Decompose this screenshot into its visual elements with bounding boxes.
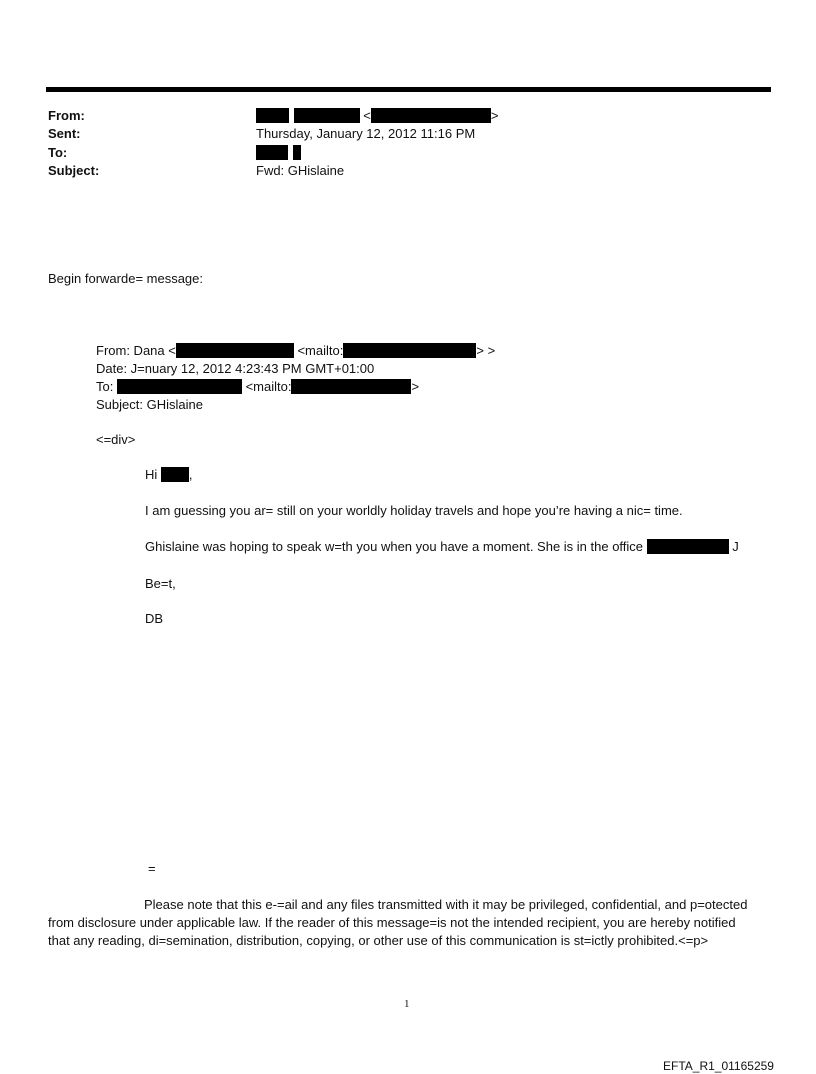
paragraph-2-suffix: J <box>732 539 739 554</box>
fwd-mailto: <mailto: <box>297 343 344 358</box>
fwd-to-suffix: > <box>411 379 420 394</box>
to-label: To: <box>48 145 68 160</box>
redaction-block <box>647 539 729 554</box>
from-label: From: <box>48 108 85 123</box>
fwd-from-suffix: > > <box>476 343 496 358</box>
signature: DB <box>145 611 164 626</box>
redaction-block <box>117 379 242 394</box>
sent-value: Thursday, January 12, 2012 11:16 PM <box>256 126 476 141</box>
fwd-to-label: To: <box>96 379 114 394</box>
disclaimer-line-1: Please note that this e-=ail and any files transmitted with it may be privileged, confidential, and <box>144 897 687 912</box>
paragraph-2-text: Ghislaine was hoping to speak w=th you when you have a moment. She is in the office <box>145 539 644 554</box>
to-value <box>256 145 301 161</box>
subject-label: Subject: <box>48 163 100 178</box>
fwd-from-prefix: From: Dana < <box>96 343 176 358</box>
page-number: 1 <box>404 998 410 1010</box>
from-gt: > <box>490 108 499 123</box>
redaction-block <box>343 343 476 358</box>
redaction-block <box>161 467 189 482</box>
fwd-from-line <box>96 343 495 359</box>
redaction-block <box>293 145 301 160</box>
greeting <box>145 467 193 483</box>
header-rule <box>46 87 771 92</box>
disclaimer-rest: p=otected from disclosure under applicable law. If the reader of this message=is not the intended recipient, you are hereby notified that any reading, di=semination, distribution, copying, or other use of this communication is st=ictly prohibited.<=p> <box>48 897 748 948</box>
paragraph-2 <box>145 539 739 555</box>
greeting-suffix: , <box>188 467 193 482</box>
disclaimer <box>48 896 748 950</box>
equals-mark: = <box>148 861 156 876</box>
fwd-date-line: Date: J=nuary 12, 2012 4:23:43 PM GMT+01:00 <box>96 361 375 376</box>
subject-value: Fwd: GHislaine <box>256 163 345 178</box>
redaction-block <box>294 108 360 123</box>
fwd-subject-line: Subject: GHislaine <box>96 397 203 412</box>
fwd-to-line <box>96 379 419 395</box>
forward-intro: Begin forwarde= message: <box>48 271 204 286</box>
redaction-block <box>256 145 288 160</box>
div-tag: <=div> <box>96 432 136 447</box>
redaction-block <box>176 343 294 358</box>
sent-label: Sent: <box>48 126 81 141</box>
greeting-prefix: Hi <box>145 467 158 482</box>
redaction-block <box>371 108 491 123</box>
signoff: Be=t, <box>145 576 176 591</box>
document-id: EFTA_R1_01165259 <box>663 1059 774 1073</box>
redaction-block <box>291 379 411 394</box>
from-value <box>256 108 498 124</box>
paragraph-1: I am guessing you ar= still on your worldly holiday travels and hope you’re having a nic= time. <box>145 503 683 518</box>
fwd-to-mailto: <mailto: <box>245 379 292 394</box>
redaction-block <box>256 108 289 123</box>
from-lt: < <box>363 108 371 123</box>
